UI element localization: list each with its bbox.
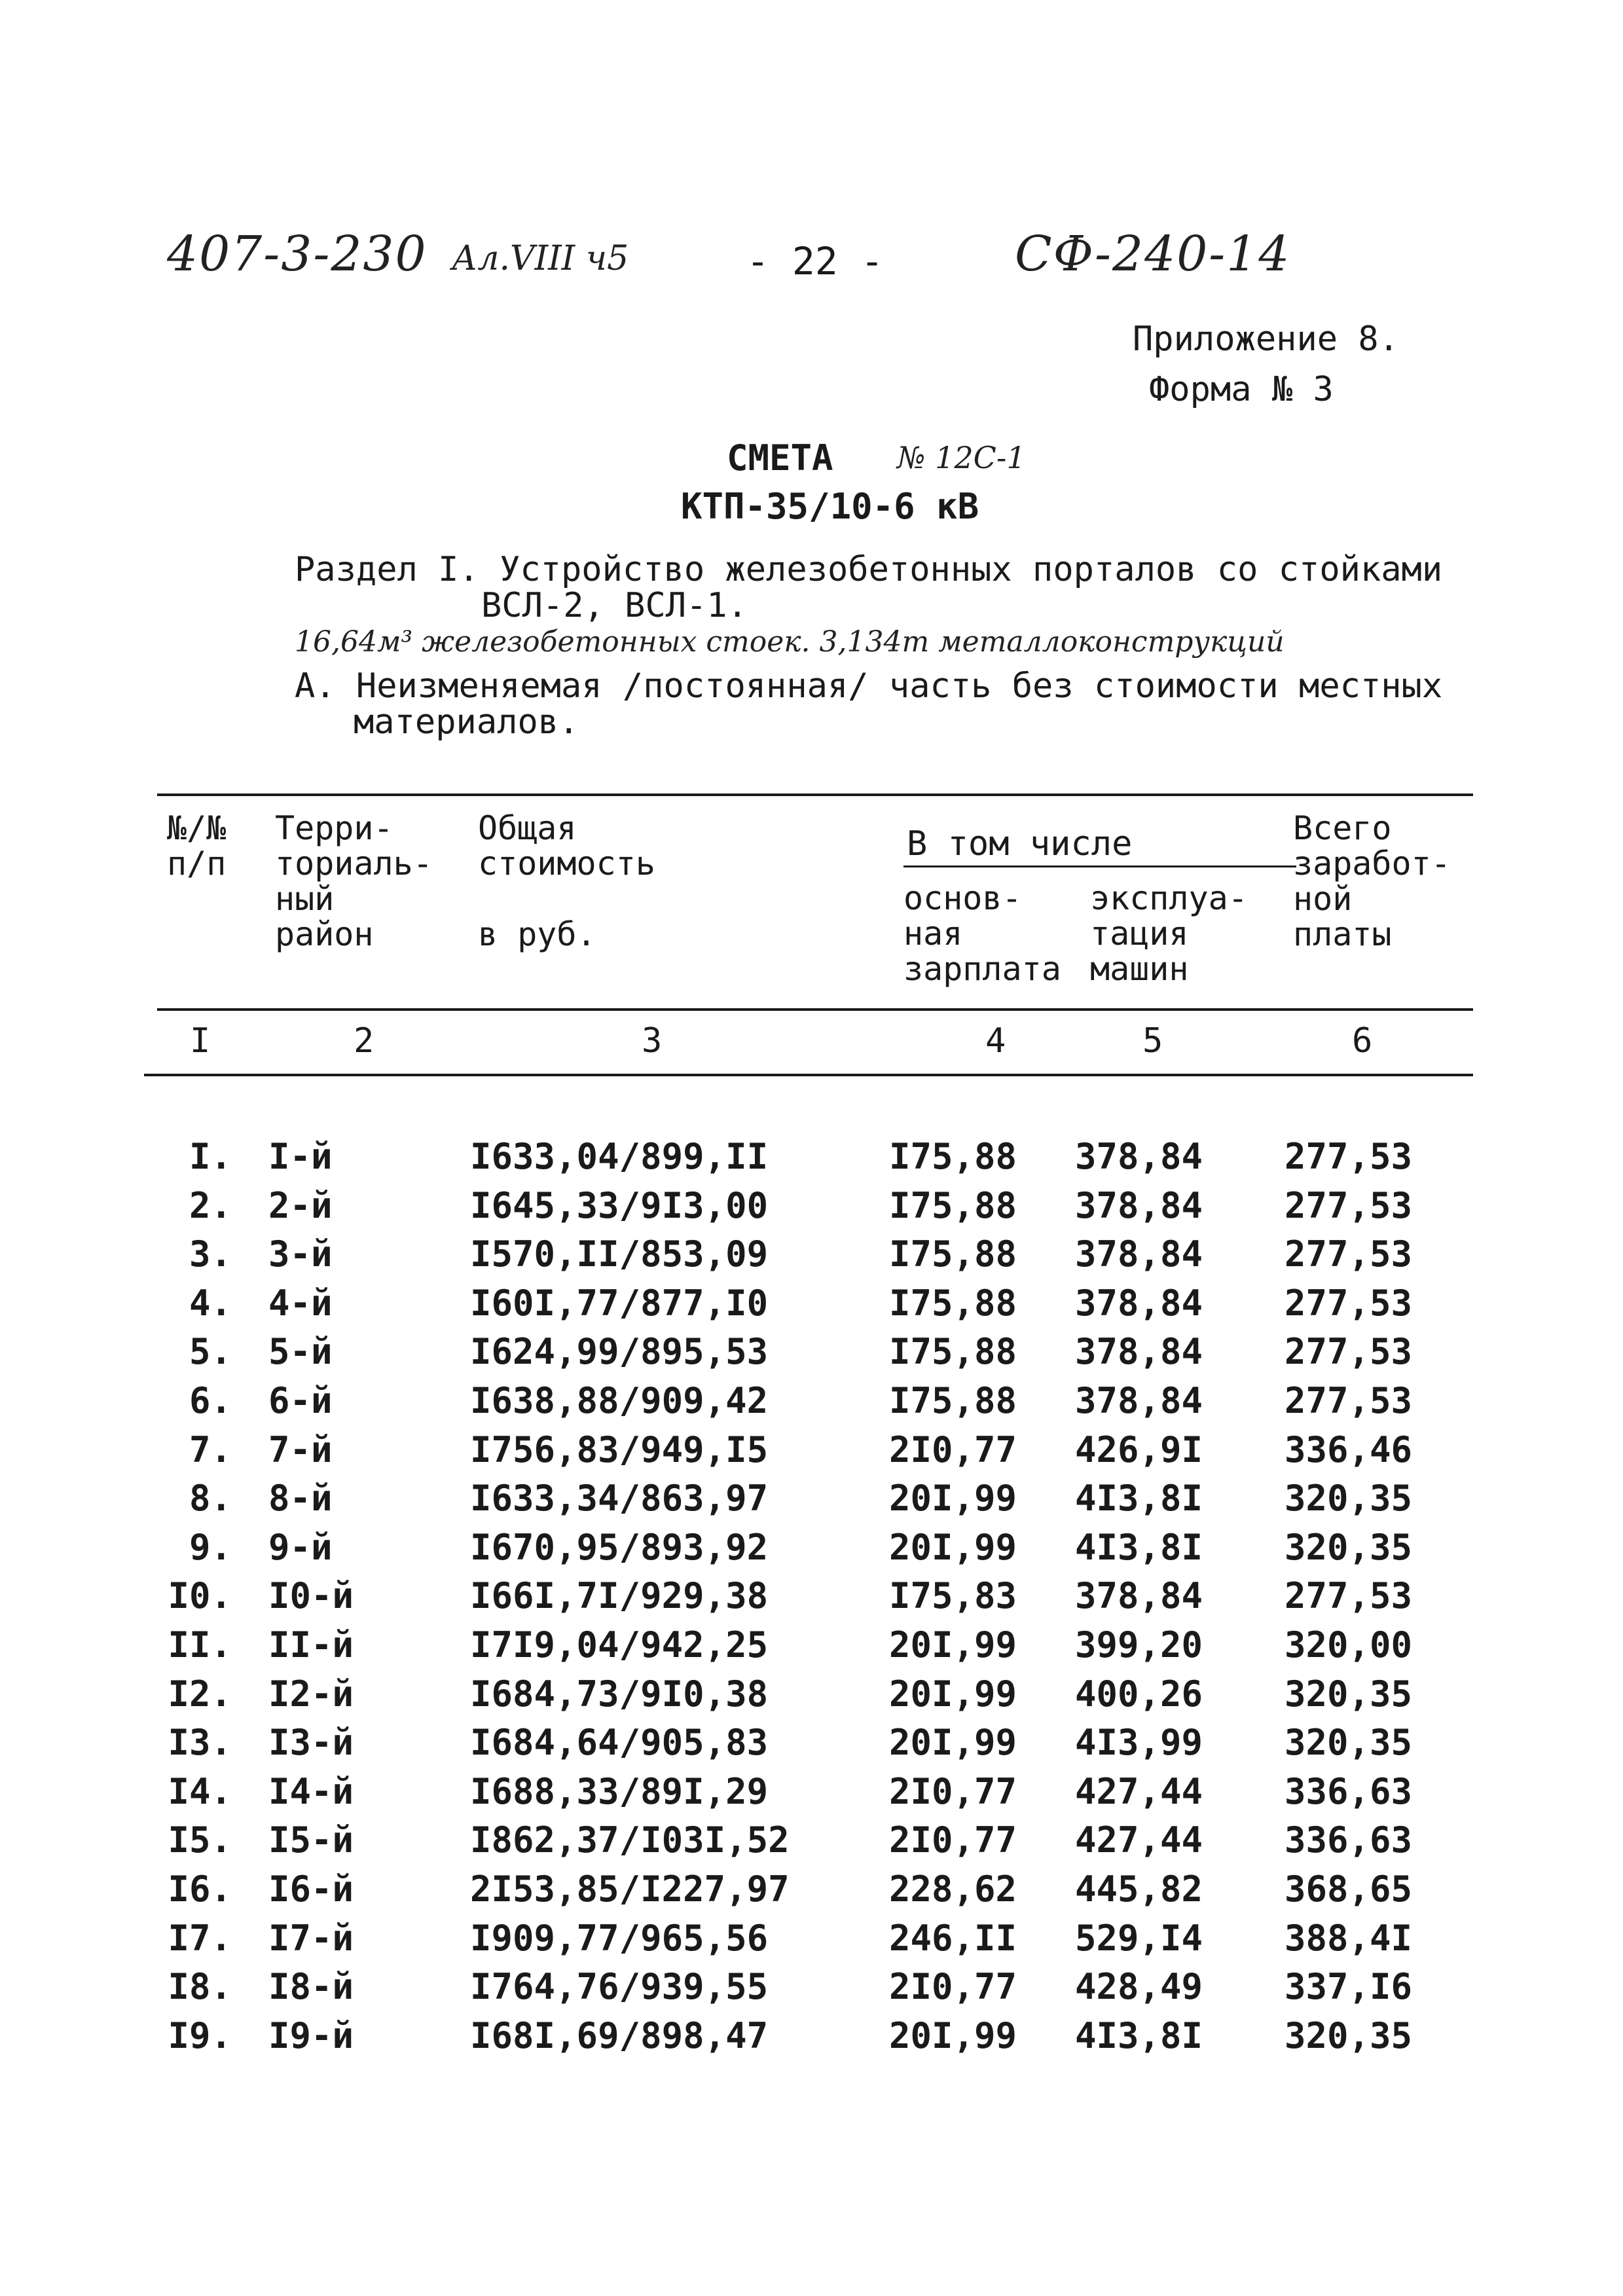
cell-machine-operation: 399,20	[1075, 1624, 1203, 1666]
table-row	[0, 2015, 1623, 2064]
cell-row-number: I4.	[168, 1770, 232, 1812]
cell-region: 5-й	[268, 1331, 333, 1373]
cell-row-number: 4.	[189, 1282, 232, 1324]
handwritten-volume-note: 16,64м³ железобетонных стоек. 3,134т металлоконструкций	[295, 625, 1285, 659]
table-row	[0, 1966, 1623, 2014]
cell-region: I0-й	[268, 1575, 354, 1617]
cell-region: 6-й	[268, 1380, 333, 1421]
cell-total-wage: 320,35	[1285, 1722, 1413, 1764]
cell-base-wage: I75,83	[889, 1575, 1017, 1617]
cell-base-wage: I75,88	[889, 1380, 1017, 1421]
cell-total-wage: 277,53	[1285, 1233, 1413, 1275]
cell-row-number: I9.	[168, 2014, 232, 2056]
table-row	[0, 1185, 1623, 1233]
cell-region: I4-й	[268, 1770, 354, 1812]
cell-total-cost: I645,33/9I3,00	[470, 1184, 769, 1226]
sheet-reference: Ал.VIII ч5	[452, 239, 629, 278]
cell-total-wage: 277,53	[1285, 1136, 1413, 1177]
cell-row-number: I0.	[168, 1575, 232, 1617]
form-label: Форма № 3	[1149, 370, 1334, 409]
cell-total-wage: 320,35	[1285, 2014, 1413, 2056]
cell-region: 8-й	[268, 1478, 333, 1520]
column-number-1: I	[190, 1021, 211, 1061]
cell-total-wage: 320,35	[1285, 1526, 1413, 1568]
page-number: - 22 -	[746, 239, 884, 283]
cell-region: 2-й	[268, 1184, 333, 1226]
cell-row-number: 7.	[189, 1429, 232, 1470]
cell-total-cost: I688,33/89I,29	[470, 1770, 769, 1812]
table-row	[0, 1380, 1623, 1429]
cell-machine-operation: 4I3,8I	[1075, 2014, 1203, 2056]
cell-base-wage: 20I,99	[889, 1478, 1017, 1520]
cell-region: 9-й	[268, 1526, 333, 1568]
column-number-5: 5	[1142, 1021, 1163, 1061]
header-base-wage: основ- ная зарплата	[903, 879, 1061, 988]
part-a-heading: А. Неизменяемая /постоянная/ часть без стоимости местных	[295, 666, 1443, 706]
cell-machine-operation: 378,84	[1075, 1575, 1203, 1617]
cell-base-wage: I75,88	[889, 1282, 1017, 1324]
cell-region: I5-й	[268, 1819, 354, 1861]
column-number-3: 3	[642, 1021, 663, 1061]
cell-total-cost: I684,73/9I0,38	[470, 1673, 769, 1715]
cell-row-number: I8.	[168, 1966, 232, 2008]
cell-machine-operation: 378,84	[1075, 1136, 1203, 1177]
table-row	[0, 1722, 1623, 1770]
cell-machine-operation: 427,44	[1075, 1770, 1203, 1812]
cell-total-cost: I764,76/939,55	[470, 1966, 769, 2008]
cell-total-cost: I862,37/I03I,52	[470, 1819, 790, 1861]
cell-region: II-й	[268, 1624, 354, 1666]
cell-base-wage: 2I0,77	[889, 1966, 1017, 2008]
cell-row-number: I7.	[168, 1917, 232, 1959]
column-number-4: 4	[985, 1021, 1006, 1061]
cell-machine-operation: 445,82	[1075, 1868, 1203, 1910]
cell-total-cost: I756,83/949,I5	[470, 1429, 769, 1470]
cell-total-cost: I624,99/895,53	[470, 1331, 769, 1373]
cell-base-wage: 246,II	[889, 1917, 1017, 1959]
header-number: №/№ п/п	[167, 809, 227, 883]
cell-base-wage: I75,88	[889, 1233, 1017, 1275]
cell-row-number: I5.	[168, 1819, 232, 1861]
cell-total-cost: 2I53,85/I227,97	[470, 1868, 790, 1910]
cell-region: I3-й	[268, 1722, 354, 1764]
cell-base-wage: 2I0,77	[889, 1819, 1017, 1861]
cell-row-number: I6.	[168, 1868, 232, 1910]
table-row	[0, 1771, 1623, 1819]
column-number-2: 2	[354, 1021, 374, 1061]
cell-total-cost: I633,34/863,97	[470, 1478, 769, 1520]
cell-region: 4-й	[268, 1282, 333, 1324]
cell-total-wage: 320,35	[1285, 1673, 1413, 1715]
cell-region: I-й	[268, 1136, 333, 1177]
table-row	[0, 1819, 1623, 1868]
cell-base-wage: I75,88	[889, 1331, 1017, 1373]
cell-total-cost: I60I,77/877,I0	[470, 1282, 769, 1324]
cell-base-wage: I75,88	[889, 1136, 1017, 1177]
cell-total-wage: 277,53	[1285, 1282, 1413, 1324]
cell-row-number: 8.	[189, 1478, 232, 1520]
table-row	[0, 1918, 1623, 1966]
cell-total-wage: 388,4I	[1285, 1917, 1413, 1959]
table-row	[0, 1233, 1623, 1282]
cell-machine-operation: 4I3,8I	[1075, 1478, 1203, 1520]
cell-total-cost: I570,II/853,09	[470, 1233, 769, 1275]
cell-machine-operation: 378,84	[1075, 1380, 1203, 1421]
column-numbers-rule	[144, 1074, 1473, 1076]
header-total-cost: Общая стоимость в руб.	[478, 809, 655, 953]
header-including-underline	[903, 866, 1296, 867]
table-row	[0, 1331, 1623, 1379]
cell-row-number: 3.	[189, 1233, 232, 1275]
cell-row-number: I2.	[168, 1673, 232, 1715]
header-machine-operation: эксплуа- тация машин	[1090, 879, 1248, 988]
cell-row-number: I3.	[168, 1722, 232, 1764]
table-row	[0, 1478, 1623, 1526]
cell-base-wage: 20I,99	[889, 1624, 1017, 1666]
table-row	[0, 1575, 1623, 1624]
cell-total-cost: I684,64/905,83	[470, 1722, 769, 1764]
cell-total-wage: 337,I6	[1285, 1966, 1413, 2008]
section-heading-continued: ВСЛ-2, ВСЛ-1.	[481, 586, 748, 625]
table-row	[0, 1527, 1623, 1575]
cell-total-wage: 336,63	[1285, 1819, 1413, 1861]
cell-machine-operation: 4I3,8I	[1075, 1526, 1203, 1568]
cell-machine-operation: 378,84	[1075, 1184, 1203, 1226]
table-row	[0, 1429, 1623, 1478]
header-total-wage: Всего заработ- ной платы	[1293, 809, 1451, 953]
column-number-6: 6	[1352, 1021, 1373, 1061]
cell-total-cost: I638,88/909,42	[470, 1380, 769, 1421]
cell-machine-operation: 426,9I	[1075, 1429, 1203, 1470]
section-heading: Раздел I. Устройство железобетонных порталов со стойками	[295, 550, 1443, 589]
cell-region: 7-й	[268, 1429, 333, 1470]
cell-region: I9-й	[268, 2014, 354, 2056]
cell-base-wage: 228,62	[889, 1868, 1017, 1910]
table-row	[0, 1868, 1623, 1917]
table-row	[0, 1673, 1623, 1722]
cell-total-wage: 277,53	[1285, 1331, 1413, 1373]
cell-total-cost: I68I,69/898,47	[470, 2014, 769, 2056]
cell-region: I2-й	[268, 1673, 354, 1715]
cell-machine-operation: 400,26	[1075, 1673, 1203, 1715]
cell-row-number: 9.	[189, 1526, 232, 1568]
estimate-number: № 12С-1	[897, 440, 1026, 475]
cell-machine-operation: 378,84	[1075, 1331, 1203, 1373]
table-row	[0, 1624, 1623, 1673]
appendix-label: Приложение 8.	[1133, 319, 1399, 359]
cell-base-wage: 2I0,77	[889, 1770, 1017, 1812]
substation-title: КТП-35/10-6 кВ	[681, 486, 979, 527]
project-code: СФ-240-14	[1015, 226, 1291, 282]
header-including: В том числе	[907, 824, 1133, 864]
cell-total-wage: 277,53	[1285, 1380, 1413, 1421]
cell-region: I6-й	[268, 1868, 354, 1910]
cell-machine-operation: 4I3,99	[1075, 1722, 1203, 1764]
cell-total-cost: I909,77/965,56	[470, 1917, 769, 1959]
cell-row-number: 6.	[189, 1380, 232, 1421]
cell-total-wage: 336,63	[1285, 1770, 1413, 1812]
cell-machine-operation: 378,84	[1075, 1233, 1203, 1275]
cell-total-cost: I670,95/893,92	[470, 1526, 769, 1568]
header-region: Терри- ториаль- ный район	[275, 809, 433, 953]
cell-base-wage: 20I,99	[889, 1526, 1017, 1568]
estimate-title: СМЕТА	[727, 437, 833, 479]
cell-row-number: II.	[168, 1624, 232, 1666]
cell-base-wage: 20I,99	[889, 2014, 1017, 2056]
cell-machine-operation: 529,I4	[1075, 1917, 1203, 1959]
cell-base-wage: 2I0,77	[889, 1429, 1017, 1470]
cell-machine-operation: 427,44	[1075, 1819, 1203, 1861]
cell-row-number: 2.	[189, 1184, 232, 1226]
table-row	[0, 1136, 1623, 1184]
cell-region: I8-й	[268, 1966, 354, 2008]
cell-total-cost: I7I9,04/942,25	[470, 1624, 769, 1666]
cell-row-number: 5.	[189, 1331, 232, 1373]
cell-total-wage: 277,53	[1285, 1184, 1413, 1226]
table-row	[0, 1283, 1623, 1331]
cell-total-wage: 277,53	[1285, 1575, 1413, 1617]
cell-machine-operation: 428,49	[1075, 1966, 1203, 2008]
header-bottom-rule	[157, 1008, 1473, 1011]
cell-machine-operation: 378,84	[1075, 1282, 1203, 1324]
cell-total-wage: 368,65	[1285, 1868, 1413, 1910]
cell-total-cost: I633,04/899,II	[470, 1136, 769, 1177]
cell-row-number: I.	[189, 1136, 232, 1177]
cell-base-wage: 20I,99	[889, 1722, 1017, 1764]
part-a-heading-continued: материалов.	[354, 702, 579, 742]
cell-total-wage: 320,00	[1285, 1624, 1413, 1666]
cell-total-wage: 336,46	[1285, 1429, 1413, 1470]
cell-region: I7-й	[268, 1917, 354, 1959]
table-top-rule	[157, 793, 1473, 796]
document-code: 407-3-230	[167, 226, 428, 282]
cell-base-wage: I75,88	[889, 1184, 1017, 1226]
cell-total-cost: I66I,7I/929,38	[470, 1575, 769, 1617]
cell-total-wage: 320,35	[1285, 1478, 1413, 1520]
cell-base-wage: 20I,99	[889, 1673, 1017, 1715]
cell-region: 3-й	[268, 1233, 333, 1275]
